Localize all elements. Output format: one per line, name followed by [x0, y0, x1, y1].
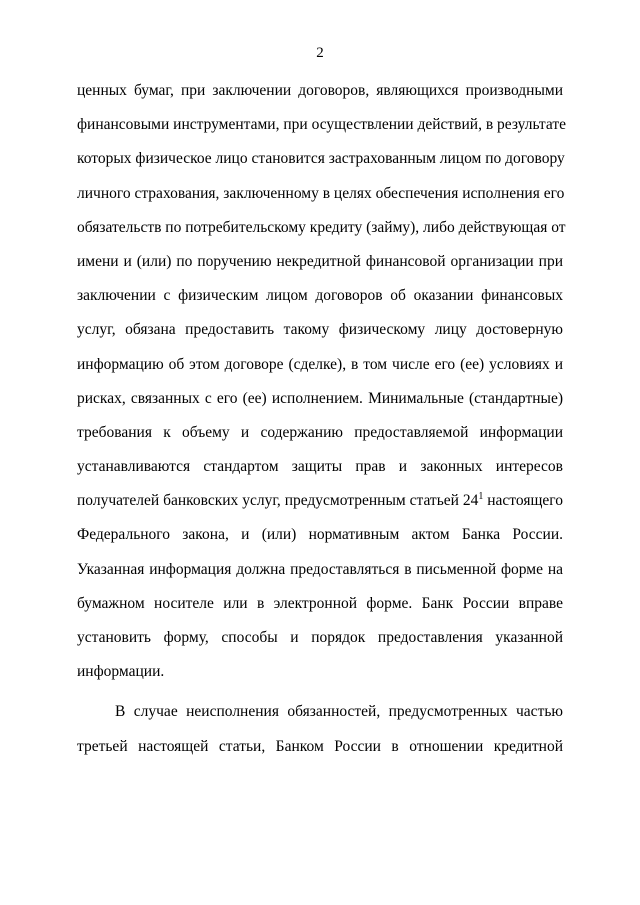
text-fragment: В случае неисполнения обязанностей, предусмотренных частью [115, 703, 563, 721]
text-line: заключении с физическим лицом договоров об оказании финансовых [77, 287, 563, 305]
text-fragment: настоящего [483, 492, 563, 510]
text-line-with-superscript [77, 484, 563, 518]
paragraph-1 [77, 74, 567, 689]
text-line-indented [77, 695, 563, 729]
text-line: финансовыми инструментами, при осуществлении действий, в результате [77, 116, 567, 134]
text-line: обязательств по потребительскому кредиту (займу), либо действующая от [77, 218, 566, 236]
text-line: услуг, обязана предоставить такому физическому лицу достоверную [77, 321, 563, 339]
article-superscript: 1 [478, 491, 484, 503]
text-line: Указанная информация должна предоставляться в письменной форме на [77, 560, 563, 578]
text-line: устанавливаются стандартом защиты прав и законных интересов [77, 458, 563, 476]
text-line: третьей настоящей статьи, Банком России в отношении кредитной [77, 737, 563, 755]
text-line: информации. [77, 663, 165, 681]
paragraph-2 [77, 695, 563, 763]
text-line: Федерального закона, и (или) нормативным актом Банка России. [77, 526, 563, 544]
document-body [77, 74, 567, 764]
text-line: требования к объему и содержанию предоставляемой информации [77, 423, 563, 441]
text-line: рисках, связанных с его (ее) исполнением. Минимальные (стандартные) [77, 389, 563, 407]
text-line: бумажном носителе или в электронной форме. Банк России вправе [77, 594, 563, 612]
text-line: которых физическое лицо становится застрахованным лицом по договору [77, 150, 565, 168]
text-line: имени и (или) по поручению некредитной финансовой организации при [77, 252, 563, 270]
text-line: информацию об этом договоре (сделке), в том числе его (ее) условиях и [77, 355, 563, 373]
text-line: личного страхования, заключенному в целях обеспечения исполнения его [77, 184, 565, 202]
page-number: 2 [316, 45, 324, 61]
text-fragment: получателей банковских услуг, предусмотренным статьей 24 [77, 492, 479, 510]
text-line: установить форму, способы и порядок предоставления указанной [77, 629, 563, 646]
text-line: ценных бумаг, при заключении договоров, являющихся производными [77, 82, 563, 99]
